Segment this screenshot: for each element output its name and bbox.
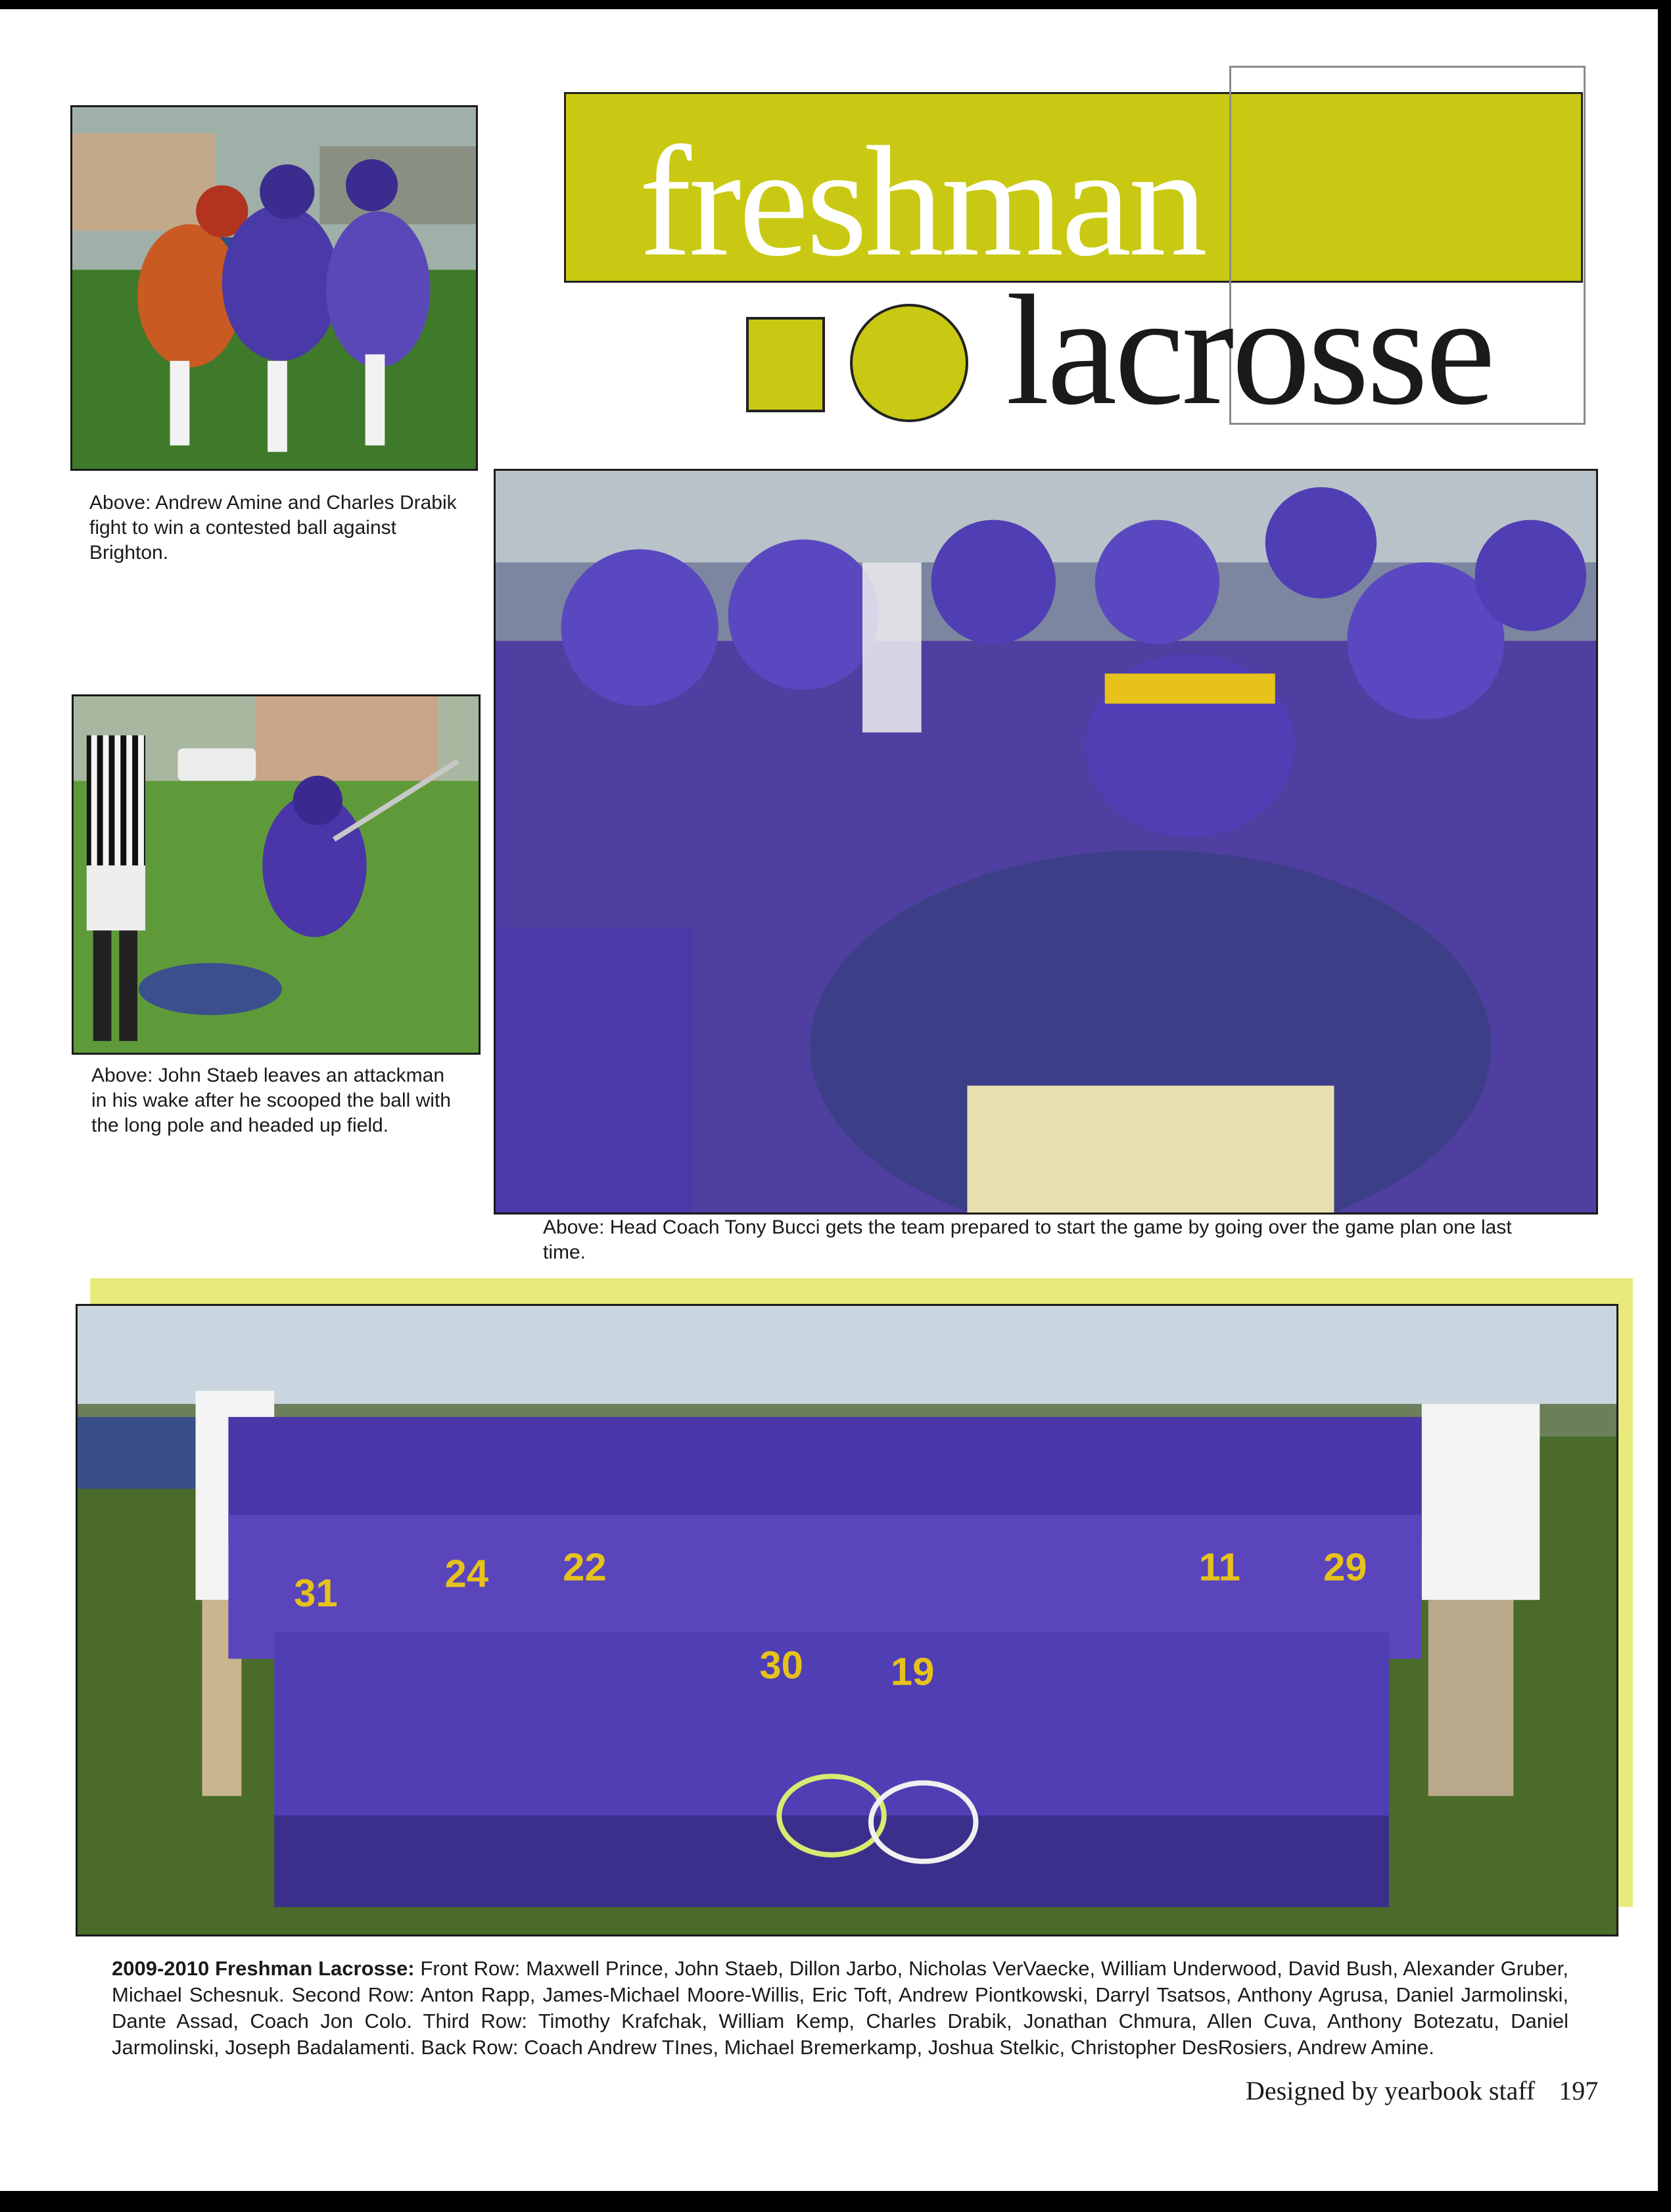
caption-long-pole: Above: John Staeb leaves an attackman in his wake after he scooped the ball with the long pole and headed up field. <box>91 1065 451 1136</box>
photo-team <box>76 1304 1618 1936</box>
svg-text:29: 29 <box>1323 1545 1367 1589</box>
yearbook-page <box>0 9 1658 2191</box>
caption-coach-huddle: Above: Head Coach Tony Bucci gets the team prepared to start the game by going over the game plan one last time. <box>543 1216 1512 1263</box>
svg-text:31: 31 <box>294 1571 338 1616</box>
svg-text:30: 30 <box>759 1643 803 1687</box>
team-caption-title: 2009-2010 Freshman Lacrosse: <box>112 1957 415 1980</box>
team-caption-body: Front Row: Maxwell Prince, John Staeb, Dillon Jarbo, Nicholas VerVaecke, William Underwood, David Bush, Alexander Gruber, Michael Schesnuk. Second Row: Anton Rapp, James-Michael Moore-Willis, Eric Toft, Andrew Piontkowski, Darryl Tsatsos, Anthony Agrusa, Daniel Jarmolinski, Dante Assad, Coach Jon Colo. Third Row: Timothy Krafchak, William Kemp, Charles Drabik, Jonathan Chmura, Allen Cuva, Anthony Botezatu, Daniel Jarmolinski, Joseph Badalamenti. Back Row: Coach Andrew TInes, Michael Bremerkamp, Joshua Stelkic, Christopher DesRosiers, Andrew Amine. <box>112 1957 1568 2059</box>
svg-text:11: 11 <box>1198 1545 1240 1589</box>
decorative-square <box>746 317 825 412</box>
svg-text:19: 19 <box>890 1649 935 1694</box>
title-lacrosse: lacrosse <box>1006 262 1493 437</box>
svg-text:22: 22 <box>563 1545 607 1589</box>
photo-long-pole <box>72 694 481 1055</box>
title-freshman: freshman <box>639 114 1205 289</box>
caption-contested-ball: Above: Andrew Amine and Charles Drabik fight to win a contested ball against Brighton. <box>89 492 457 564</box>
page-footer <box>1246 2075 1598 2106</box>
page-number: 197 <box>1559 2076 1599 2105</box>
decorative-circle <box>850 304 968 422</box>
svg-text:24: 24 <box>444 1551 489 1596</box>
footer-credit: Designed by yearbook staff <box>1246 2076 1536 2105</box>
team-roster-caption <box>112 1956 1568 2061</box>
photo-coach-huddle <box>494 469 1598 1214</box>
photo-contested-ball <box>70 105 478 471</box>
